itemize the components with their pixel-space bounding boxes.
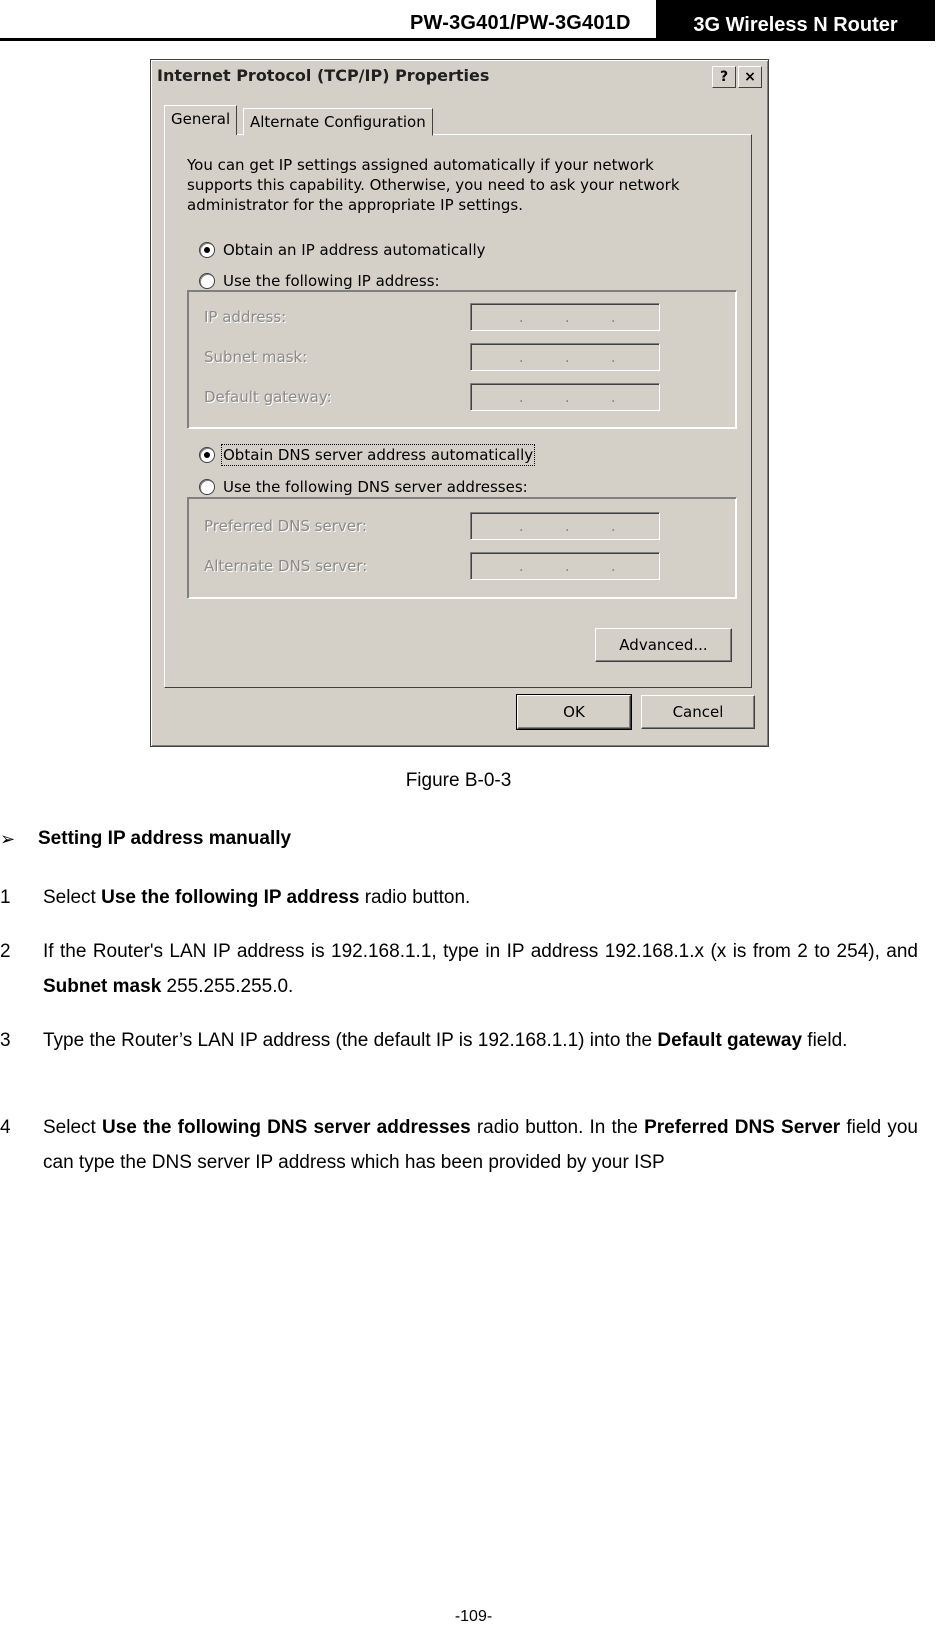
radio-selected-icon: [199, 242, 215, 258]
dialog-description: You can get IP settings assigned automatically if your network supports this capability. Otherwise, you need to ask your network administrator for the appropriate IP settings.: [187, 156, 680, 214]
step-number: 4: [0, 1117, 11, 1138]
radio-obtain-ip-label: Obtain an IP address automatically: [223, 241, 486, 259]
ip-address-label: IP address:: [204, 308, 287, 326]
ip-dot: .: [519, 390, 524, 406]
dialog-titlebar: [155, 64, 762, 88]
ip-dot: .: [519, 310, 524, 326]
step-text: If the Router's LAN IP address is 192.168.1.1, type in IP address 192.168.1.x (x is from 2 to 254), and Subnet mask 255.255.255.0.: [43, 941, 918, 997]
cancel-button[interactable]: Cancel: [641, 695, 755, 729]
ip-dot: .: [519, 350, 524, 366]
tcpip-properties-dialog: [150, 59, 769, 747]
header-rule: [0, 38, 935, 41]
tab-general[interactable]: General: [164, 105, 237, 135]
radio-obtain-dns-label: Obtain DNS server address automatically: [223, 446, 534, 464]
radio-unselected-icon: [199, 273, 215, 289]
ip-dot: .: [565, 350, 570, 366]
step-item: [0, 934, 920, 1006]
radio-unselected-icon: [199, 479, 215, 495]
ip-dot: .: [565, 310, 570, 326]
figure-caption: Figure B-0-3: [405, 770, 512, 791]
step-text: Type the Router’s LAN IP address (the default IP is 192.168.1.1) into the Default gateway field.: [43, 1030, 848, 1051]
ip-dot: .: [611, 390, 616, 406]
ip-dot: .: [565, 519, 570, 535]
radio-obtain-dns[interactable]: [199, 446, 537, 464]
preferred-dns-input[interactable]: [470, 512, 660, 540]
arrow-bullet-icon: ➢: [0, 828, 16, 849]
step-item: [0, 1110, 920, 1182]
section-heading: [0, 828, 291, 850]
subnet-mask-input[interactable]: [470, 343, 660, 371]
step-number: 1: [0, 887, 11, 908]
advanced-button[interactable]: Advanced...: [595, 628, 732, 662]
tab-alternate-configuration[interactable]: Alternate Configuration: [243, 108, 433, 136]
ok-button[interactable]: OK: [517, 695, 631, 729]
ip-dot: .: [611, 350, 616, 366]
step-item: [0, 1023, 920, 1095]
alternate-dns-input[interactable]: [470, 552, 660, 580]
radio-use-ip[interactable]: [199, 272, 444, 290]
page-header: [0, 0, 947, 42]
radio-use-ip-label: Use the following IP address:: [223, 272, 440, 290]
subnet-mask-label: Subnet mask:: [204, 348, 308, 366]
step-number: 3: [0, 1030, 11, 1051]
dialog-title: Internet Protocol (TCP/IP) Properties: [157, 66, 490, 85]
step-number: 2: [0, 941, 11, 962]
header-product: 3G Wireless N Router: [656, 0, 935, 41]
default-gateway-input[interactable]: [470, 383, 660, 411]
ip-address-input[interactable]: [470, 303, 660, 331]
close-button[interactable]: ×: [738, 66, 762, 88]
step-text: Select Use the following DNS server addresses radio button. In the Preferred DNS Server field you can type the DNS server IP address which has been provided by your ISP: [43, 1117, 918, 1173]
radio-selected-icon: [199, 447, 215, 463]
ip-dot: .: [611, 310, 616, 326]
ip-dot: .: [565, 390, 570, 406]
radio-use-dns[interactable]: [199, 478, 532, 496]
page-number: -109-: [454, 1608, 493, 1625]
help-button[interactable]: ?: [712, 66, 736, 88]
preferred-dns-label: Preferred DNS server:: [204, 517, 367, 535]
default-gateway-label: Default gateway:: [204, 388, 332, 406]
radio-obtain-ip[interactable]: [199, 241, 490, 259]
ip-dot: .: [565, 559, 570, 575]
ip-dot: .: [519, 559, 524, 575]
step-item: [0, 880, 920, 916]
ip-dot: .: [519, 519, 524, 535]
radio-use-dns-label: Use the following DNS server addresses:: [223, 478, 528, 496]
step-text: Select Use the following IP address radio button.: [43, 887, 471, 908]
section-heading-text: Setting IP address manually: [38, 828, 292, 849]
header-model: PW-3G401/PW-3G401D: [410, 12, 631, 34]
alternate-dns-label: Alternate DNS server:: [204, 557, 368, 575]
ip-dot: .: [611, 519, 616, 535]
ip-dot: .: [611, 559, 616, 575]
